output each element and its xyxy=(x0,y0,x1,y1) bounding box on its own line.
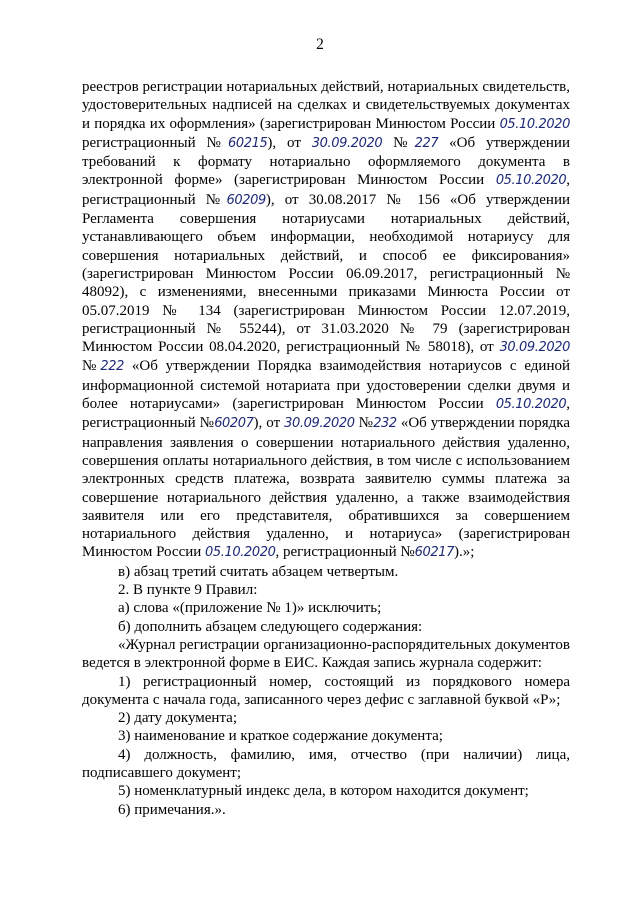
text-segment: № xyxy=(382,134,415,151)
text-segment: , регистрационный № xyxy=(82,172,570,208)
handwritten-number: 60207 xyxy=(214,416,254,432)
handwritten-date: 30.09.2020 xyxy=(284,416,355,432)
item-b: б) дополнить абзацем следующего содержания: xyxy=(118,618,423,635)
handwritten-number: 60209 xyxy=(226,192,266,208)
text-segment: регистрационный № xyxy=(82,134,228,151)
handwritten-date: 30.09.2020 xyxy=(499,340,570,356)
journal-paragraph: «Журнал регистрации организационно-распорядительных документов ведется в электронной форме в ЕИС. Каждая запись журнала содержит: xyxy=(82,636,570,672)
item-v: в) абзац третий считать абзацем четвертым. xyxy=(118,563,399,580)
text-segment: ), от xyxy=(253,415,285,432)
document-body xyxy=(82,78,570,819)
list-item-5: 5) номенклатурный индекс дела, в котором находится документ; xyxy=(118,783,529,800)
text-segment: , регистрационный № xyxy=(275,544,415,561)
list-item-1: 1) регистрационный номер, состоящий из порядкового номера документа с начала года, записанного через дефис с заглавной буквой «Р»; xyxy=(82,673,570,708)
text-segment: «Об утверждении Порядка взаимодействия нотариусов с единой информационной системой нотариата при удостоверении сделки двумя и более нотариусами» (зарегистрирован Минюстом России xyxy=(82,358,571,413)
text-segment: «Об утверждении требований к формату нотариально оформляемого документа в электронной форме» (зарегистрирован Минюстом России xyxy=(82,134,570,189)
text-segment: «Об утверждении порядка направления заявления о совершении нотариального действия удаленно, совершения оплаты нотариального действия, в том числе с использованием электронных средств платежа, возврата заявителю суммы платежа за совершение нотариального действия удаленно, а также взаимодействия заявителя или его представителя, обратившихся за совершением нотариального действия удаленно, и нотариуса» (зарегистрирован Минюстом России xyxy=(82,415,571,561)
handwritten-date: 05.10.2020 xyxy=(499,116,570,132)
handwritten-number: 222 xyxy=(100,359,125,375)
item-a: а) слова «(приложение № 1)» исключить; xyxy=(118,600,382,617)
text-segment: ), от 30.08.2017 № 156 «Об утверждении Регламента совершения нотариусами нотариальных действий, устанавливающего объем информации, необходимой нотариусу для совершения нотариальных действий, и способ ее фиксирования» (зарегистрирован Минюстом России 06.09.2017, регистрационный № 48092), с изменениями, внесенными приказами Минюста России от 05.07.2019 № 134 (зарегистрирован Минюстом России 12.07.2019, регистрационный № 55244), от 31.03.2020 № 79 (зарегистрирован Минюстом России 08.04.2020, регистрационный № 58018), от xyxy=(82,191,570,356)
text-segment: реестров регистрации нотариальных действий, нотариальных свидетельств, удостоверительных надписей на сделках и свидетельствуемых документах и порядка их оформления» (зарегистрирован Минюстом России xyxy=(82,79,570,132)
handwritten-number: 232 xyxy=(373,416,397,432)
text-segment: , регистрационный № xyxy=(82,396,570,432)
handwritten-date: 05.10.2020 xyxy=(205,545,276,561)
handwritten-date: 05.10.2020 xyxy=(495,173,567,189)
text-segment: ), от xyxy=(267,134,312,151)
page-number: 2 xyxy=(316,36,324,53)
handwritten-date: 05.10.2020 xyxy=(495,397,567,413)
text-segment: ).»; xyxy=(454,544,475,561)
handwritten-number: 227 xyxy=(414,135,439,151)
list-item-2: 2) дату документа; xyxy=(118,710,238,727)
handwritten-number: 60217 xyxy=(414,545,455,561)
paragraph-orders-list xyxy=(82,78,570,563)
list-item-6: 6) примечания.». xyxy=(118,801,226,818)
handwritten-date: 30.09.2020 xyxy=(311,135,383,151)
text-segment: № xyxy=(354,415,374,432)
item-point-2: 2. В пункте 9 Правил: xyxy=(118,582,258,599)
text-segment: № xyxy=(82,358,101,375)
list-item-3: 3) наименование и краткое содержание документа; xyxy=(118,728,443,745)
list-item-4: 4) должность, фамилию, имя, отчество (при наличии) лица, подписавшего документ; xyxy=(82,746,570,781)
handwritten-number: 60215 xyxy=(228,135,268,151)
